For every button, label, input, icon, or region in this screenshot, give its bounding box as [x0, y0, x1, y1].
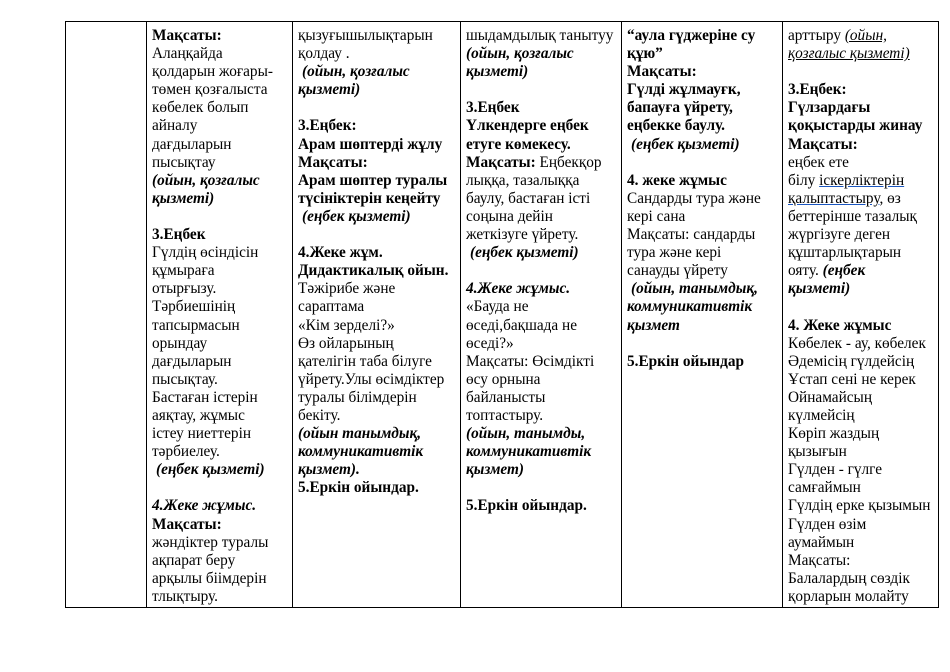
text-line: қызметі)	[298, 81, 361, 99]
text-line	[788, 298, 934, 316]
text-line: 4.Жеке жұмыс.	[152, 497, 257, 515]
text-line: құмыраға	[152, 262, 215, 280]
text-line: білу іскерліктерін	[788, 171, 905, 189]
text-line: 3.Еңбек	[466, 99, 520, 117]
text-line: санауды үйрету	[627, 262, 728, 280]
text-line: (ойын, қозғалыс	[302, 63, 410, 81]
text-line: байланысты	[466, 388, 546, 406]
text-line: Бастаған істерін	[152, 388, 258, 406]
text-line: қызмет)	[466, 461, 525, 479]
text-line: 4.Жеке жұм.	[298, 244, 383, 262]
text-line: ояту. (еңбек	[788, 262, 866, 280]
text-line: коммуникативтік	[298, 443, 424, 461]
text-line: Гүлден өзім	[788, 515, 867, 533]
text-line: қызуғышылықтарын	[298, 27, 433, 44]
text-line: Гүлзардағы	[788, 99, 871, 117]
text-line: қызметі)	[466, 63, 529, 81]
text-line: өседі?»	[466, 334, 514, 352]
text-line: (ойын, танымды,	[466, 425, 586, 443]
text-line	[788, 63, 934, 81]
text-line: дағдыларын	[152, 135, 232, 153]
text-line: тура және кері	[627, 244, 722, 262]
text-line: қорларын молайту	[788, 587, 909, 605]
text-line: (ойын танымдық,	[298, 425, 422, 443]
text-line: Мақсаты: Еңбекқор	[466, 153, 602, 171]
text-line: Тәжірибе және	[298, 280, 396, 298]
text-line: Мақсаты:	[152, 515, 222, 533]
text-line: баулу, бастаған істі	[466, 189, 591, 207]
text-line: Гүлдің өсіндісін	[152, 244, 259, 262]
text-line: құю”	[627, 45, 663, 63]
text-line: қозғалыс қызметі)	[788, 45, 910, 63]
text-line: коммуникативтік	[466, 443, 592, 461]
text-line: «Бауда не	[466, 298, 529, 316]
text-line	[627, 335, 778, 353]
text-line: еңбекке баулу.	[627, 117, 726, 135]
table-cell-1	[66, 22, 147, 608]
text-line: арқылы біімдерін	[152, 569, 267, 587]
text-line: туралы білімдерін	[298, 388, 417, 406]
text-line: айналу	[152, 117, 198, 135]
text-line: соңына дейін	[466, 207, 553, 225]
text-line: еңбек ете	[788, 153, 849, 171]
text-line: Мақсаты:	[298, 153, 368, 171]
text-line: 3.Еңбек:	[788, 81, 847, 99]
text-line: аяқтау, жұмыс	[152, 406, 245, 424]
text-line: қызметі)	[152, 189, 215, 207]
text-line: өсу орнына	[466, 370, 541, 388]
table-cell-3	[293, 22, 461, 608]
table-cell-4	[461, 22, 622, 608]
text-line: Арам шөптерді жұлу	[298, 135, 443, 153]
text-line: 3.Еңбек	[152, 226, 206, 244]
text-line: Өз ойларының	[298, 334, 394, 352]
text-line: түсініктерін кеңейту	[298, 189, 441, 207]
text-line	[152, 479, 288, 497]
text-line: 4. Жеке жұмыс	[788, 316, 892, 334]
text-line: бекіту.	[298, 406, 341, 424]
text-line: Сандарды тура және	[627, 189, 761, 207]
text-line: Гүлден - гүлге	[788, 461, 883, 479]
text-line: қызмет	[627, 316, 680, 334]
text-line: сараптама	[298, 298, 365, 316]
text-line: Мақсаты:	[627, 63, 697, 81]
text-line: Мақсаты:	[788, 551, 851, 569]
text-line	[466, 81, 617, 99]
table-row	[66, 22, 939, 608]
text-line	[298, 99, 456, 117]
text-line	[298, 226, 456, 244]
text-line: беттерінше тазалық	[788, 207, 917, 225]
text-line: (ойын, танымдық,	[631, 280, 758, 298]
text-line: (еңбек қызметі)	[631, 135, 740, 153]
text-line: арттыру (ойын,	[788, 27, 887, 44]
text-line: «Кім зерделі?»	[298, 316, 395, 334]
text-line: 5.Еркін ойындар.	[298, 479, 419, 497]
text-line: ақпарат беру	[152, 551, 236, 569]
plan-table	[65, 21, 939, 608]
text-line: Гүлдің ерке қызымын	[788, 497, 931, 515]
text-line: аумаймын	[788, 533, 855, 551]
text-line: коммуникативтік	[627, 298, 753, 316]
text-line: тлықтыру.	[152, 587, 218, 605]
text-line: Ойнамайсың	[788, 388, 873, 406]
text-line: етуге көмекесу.	[466, 135, 571, 153]
text-line: Мақсаты: сандарды	[627, 226, 756, 244]
text-line: кері сана	[627, 207, 686, 225]
table-cell-6	[783, 22, 939, 608]
text-line: қалыптастыру, өз	[788, 189, 901, 207]
table-cell-5	[622, 22, 783, 608]
text-line: 5.Еркін ойындар.	[466, 497, 587, 515]
text-line: самғаймын	[788, 479, 861, 497]
text-line: 4. жеке жұмыс	[627, 171, 727, 189]
text-line: пысықтау	[152, 153, 216, 171]
text-line: төмен қозғалыста	[152, 81, 268, 99]
text-line: Алаңқайда	[152, 45, 223, 63]
text-line: жеткізуге үйрету.	[466, 226, 579, 244]
table-cell-2	[147, 22, 293, 608]
text-line: Көріп жаздың	[788, 425, 880, 443]
text-line: “аула гүджеріне су	[627, 27, 756, 44]
text-line: орындау	[152, 334, 208, 352]
text-line: жәндіктер туралы	[152, 533, 269, 551]
text-line: қызығын	[788, 443, 847, 461]
text-line: өседі,бақшада не	[466, 316, 578, 334]
text-line	[627, 154, 778, 172]
text-line: үйрету.Улы өсімдіктер	[298, 370, 445, 388]
text-line: (еңбек қызметі)	[156, 461, 265, 479]
text-line: 3.Еңбек:	[298, 117, 357, 135]
text-line: (ойын, қозғалыс	[152, 171, 260, 189]
text-line: Мақсаты:	[788, 135, 858, 153]
text-line: Дидактикалық ойын.	[298, 262, 449, 280]
text-line: отырғызу.	[152, 280, 217, 298]
text-line	[152, 208, 288, 226]
text-line: Ұстап сені не керек	[788, 370, 916, 388]
text-line: Мақсаты: Өсімдікті	[466, 352, 595, 370]
text-line: 4.Жеке жұмыс.	[466, 280, 571, 298]
text-line: Көбелек - ау, көбелек	[788, 334, 926, 352]
text-line	[466, 479, 617, 497]
text-line: қолдау .	[298, 45, 350, 63]
text-line: шыдамдылық танытуу	[466, 27, 614, 44]
text-line: қоқыстарды жинау	[788, 117, 923, 135]
text-line: күлмейсің	[788, 406, 855, 424]
text-line: Үлкендерге еңбек	[466, 117, 589, 135]
text-line: істеу ниеттерін	[152, 425, 252, 443]
text-line: Балалардың сөздік	[788, 569, 910, 587]
text-line: дағдыларын	[152, 352, 232, 370]
text-line: қызмет).	[298, 461, 360, 479]
text-line: (ойын, қозғалыс	[466, 45, 574, 63]
text-line: (еңбек қызметі)	[470, 244, 579, 262]
text-line: Әдемісің гүлдейсің	[788, 352, 915, 370]
text-line: 5.Еркін ойындар	[627, 352, 744, 370]
text-line: топтастыру.	[466, 406, 544, 424]
text-line: көбелек болып	[152, 99, 249, 117]
text-line: пысықтау.	[152, 370, 218, 388]
text-line: Тәрбиешінің	[152, 298, 236, 316]
text-line: (еңбек қызметі)	[302, 207, 411, 225]
text-line: қателігін таба білуге	[298, 352, 432, 370]
text-line: Гүлді жұлмауғк,	[627, 81, 741, 99]
text-line: Мақсаты:	[152, 27, 222, 44]
text-line: тәрбиелеу.	[152, 443, 220, 461]
text-line	[466, 262, 617, 280]
text-line: құштарлықтарын	[788, 244, 902, 262]
text-line: Арам шөптер туралы	[298, 171, 448, 189]
text-line: жүргізуге деген	[788, 226, 891, 244]
text-line: тапсырмасын	[152, 316, 240, 334]
text-line: бапауға үйрету,	[627, 99, 733, 117]
text-line: қолдарын жоғары-	[152, 63, 273, 81]
text-line: лыққа, тазалыққа	[466, 171, 580, 189]
text-line: қызметі)	[788, 280, 851, 298]
